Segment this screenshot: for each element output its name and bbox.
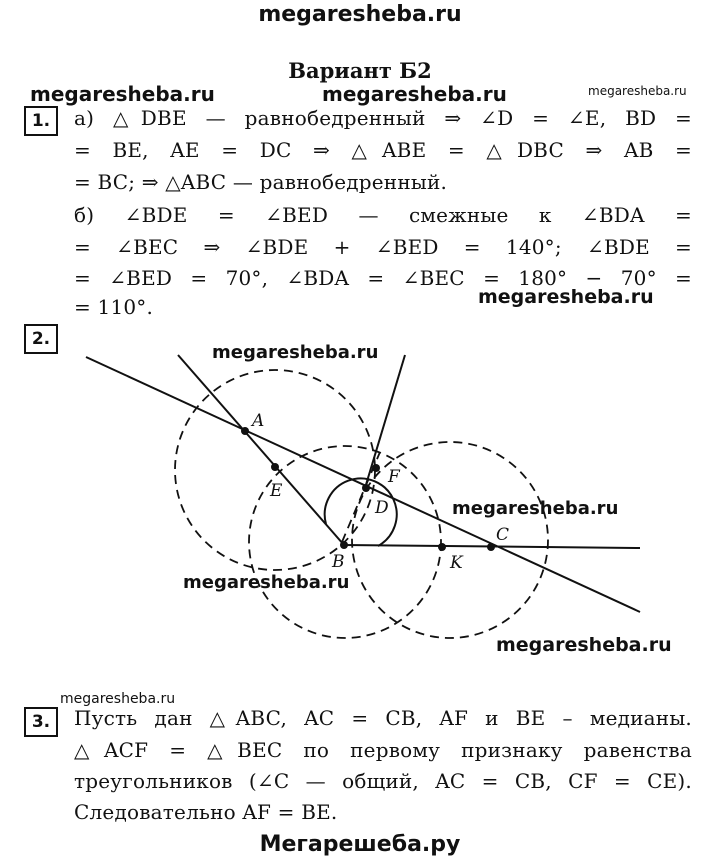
label-f: F	[388, 467, 400, 487]
watermark: megaresheba.ru	[183, 572, 350, 593]
label-b: B	[332, 552, 345, 572]
task3-line: треугольников (∠C — общий, AC = CB, CF = CE).	[74, 769, 692, 793]
label-a: A	[252, 411, 265, 431]
task1-line: б) ∠BDE = ∠BED — смежные к ∠BDA =	[74, 203, 692, 227]
task1-line: = 110°.	[74, 295, 154, 319]
label-k: K	[450, 553, 463, 573]
point-f	[372, 464, 380, 472]
point-b	[340, 541, 348, 549]
task1-line: а) △DBE — равнобедренный ⇒ ∠D = ∠E, BD =	[74, 106, 692, 130]
construction-circle-c	[352, 442, 548, 638]
task1-line: = BE, AE = DC ⇒ △ABE = △DBC ⇒ AB =	[74, 138, 692, 162]
watermark: megaresheba.ru	[478, 286, 654, 308]
task1-line: = ∠BEC ⇒ ∠BDE + ∠BED = 140°; ∠BDE =	[74, 235, 692, 259]
label-d: D	[375, 498, 389, 518]
task-number-3: 3.	[24, 707, 58, 737]
point-c	[487, 543, 495, 551]
line-through-a-c	[86, 357, 640, 612]
task3-line: Следовательно AF = BE.	[74, 800, 338, 824]
variant-title: Вариант Б2	[288, 58, 432, 83]
watermark: megaresheba.ru	[322, 82, 507, 106]
site-header: megaresheba.ru	[258, 2, 462, 27]
task1-line: = ∠BED = 70°, ∠BDA = ∠BEC = 180° − 70° =	[74, 266, 692, 290]
watermark: megaresheba.ru	[588, 84, 687, 98]
watermark: megaresheba.ru	[496, 634, 672, 656]
point-d	[362, 484, 370, 492]
footer-site: Мегарешеба.ру	[259, 832, 461, 857]
task3-line: Пусть дан △ABC, AC = CB, AF и BE – медианы.	[74, 706, 692, 730]
label-c: C	[496, 525, 510, 545]
point-a	[241, 427, 249, 435]
task1-line: = BC; ⇒ △ABC — равнобедренный.	[74, 170, 448, 194]
label-e: E	[270, 481, 283, 501]
watermark: megaresheba.ru	[60, 691, 176, 707]
watermark: megaresheba.ru	[30, 82, 215, 106]
point-e	[271, 463, 279, 471]
watermark: megaresheba.ru	[452, 498, 619, 519]
task-number-2: 2.	[24, 324, 58, 354]
task-number-1: 1.	[24, 106, 58, 136]
task3-line: △ACF = △BEC по первому признаку равенства	[74, 738, 692, 762]
watermark: megaresheba.ru	[212, 342, 379, 363]
point-k	[438, 543, 446, 551]
